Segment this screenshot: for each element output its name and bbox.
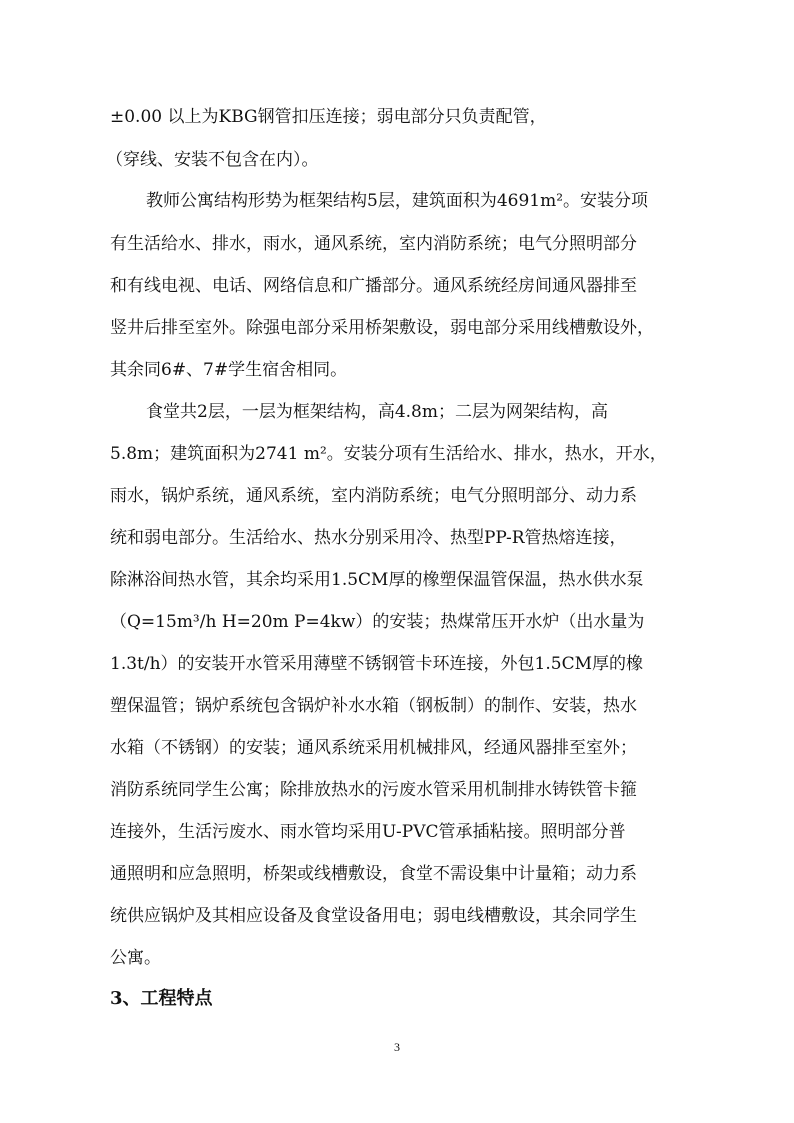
text-line: 连接外，生活污废水、雨水管均采用U-PVC管承插粘接。照明部分普 <box>110 822 626 842</box>
text-line: （Q=15m³/h H=20m P=4kw）的安装；热煤常压开水炉（出水量为 <box>110 612 645 632</box>
text-line: 教师公寓结构形势为框架结构5层，建筑面积为4691m²。安装分项 <box>146 191 649 211</box>
text-line: 统供应锅炉及其相应设备及食堂设备用电；弱电线槽敷设，其余同学生 <box>110 906 637 926</box>
page-number: 3 <box>394 1040 400 1054</box>
text-line: 竖井后排至室外。除强电部分采用桥架敷设，弱电部分采用线槽敷设外， <box>110 318 654 338</box>
section-heading: 3、工程特点 <box>110 988 213 1009</box>
text-line: 雨水，锅炉系统，通风系统，室内消防系统；电气分照明部分、动力系 <box>110 486 637 506</box>
text-line: 1.3t/h）的安装开水管采用薄壁不锈钢管卡环连接，外包1.5CM厚的橡 <box>110 654 643 674</box>
text-line: 和有线电视、电话、网络信息和广播部分。通风系统经房间通风器排至 <box>110 276 637 296</box>
text-line: 公寓。 <box>110 948 161 968</box>
text-line: 食堂共2层，一层为框架结构，高4.8m；二层为网架结构，高 <box>146 402 608 422</box>
text-line: 塑保温管；锅炉系统包含锅炉补水水箱（钢板制）的制作、安装，热水 <box>110 696 637 716</box>
text-line: （穿线、安装不包含在内）。 <box>106 150 319 170</box>
text-line: 除淋浴间热水管，其余均采用1.5CM厚的橡塑保温管保温，热水供水泵 <box>110 570 644 590</box>
text-line: ±0.00 以上为KBG钢管扣压连接；弱电部分只负责配管， <box>110 107 547 127</box>
text-line: 5.8m；建筑面积为2741 m²。安装分项有生活给水、排水，热水，开水， <box>110 444 667 464</box>
text-line: 通照明和应急照明，桥架或线槽敷设，食堂不需设集中计量箱；动力系 <box>110 864 637 884</box>
text-line: 其余同6#、7#学生宿舍相同。 <box>110 360 348 380</box>
text-line: 水箱（不锈钢）的安装；通风系统采用机械排风，经通风器排至室外； <box>110 738 637 758</box>
text-line: 有生活给水、排水，雨水，通风系统，室内消防系统；电气分照明部分 <box>110 234 637 254</box>
text-line: 消防系统同学生公寓；除排放热水的污废水管采用机制排水铸铁管卡箍 <box>110 780 637 800</box>
text-line: 统和弱电部分。生活给水、热水分别采用冷、热型PP-R管热熔连接， <box>110 528 627 548</box>
